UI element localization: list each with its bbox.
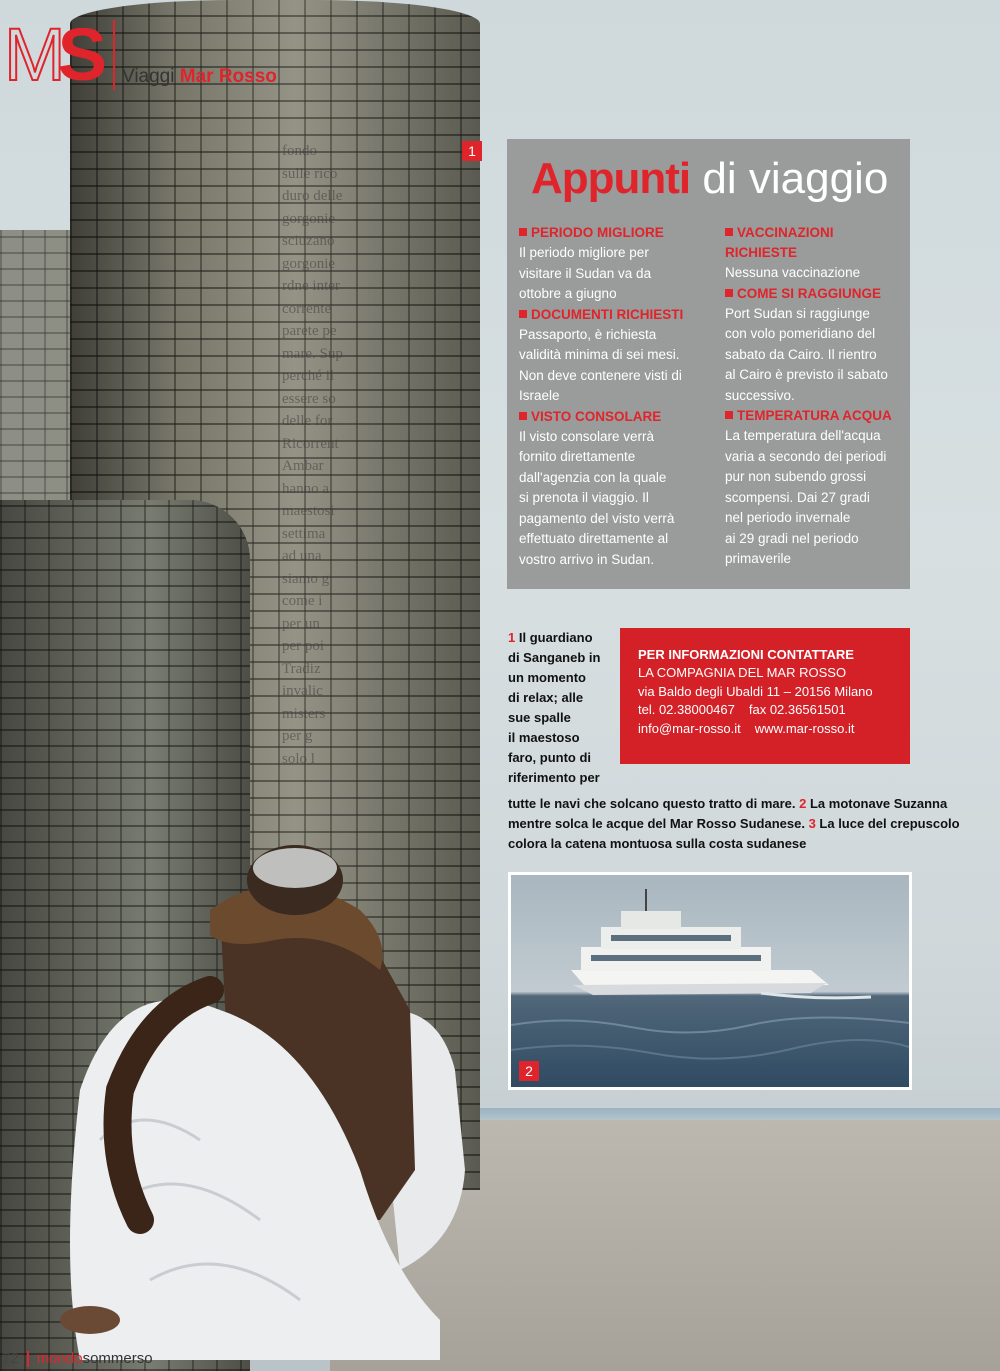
notes-heading: VACCINAZIONI RICHIESTE xyxy=(725,223,905,263)
notes-heading: COME SI RAGGIUNGE xyxy=(725,284,905,304)
contact-address: via Baldo degli Ubaldi 11 – 20156 Milano xyxy=(638,683,873,699)
caption-number: 1 xyxy=(508,630,516,645)
photo-caption-continued xyxy=(508,794,988,854)
notes-text: Port Sudan si raggiunge con volo pomeridiano del sabato da Cairo. Il rientro al Cairo è previsto il sabato successivo. xyxy=(725,305,888,403)
article-line: per un xyxy=(282,615,320,632)
article-line: ad una xyxy=(282,548,322,564)
contact-heading: PER INFORMAZIONI CONTATTARE xyxy=(638,647,854,662)
article-line: Ricorrent xyxy=(282,435,339,452)
article-line: delle for xyxy=(282,413,333,429)
article-line: Ambar xyxy=(282,458,324,474)
section-highlight: Mar Rosso xyxy=(179,66,277,87)
caption-line: di relax; alle xyxy=(508,690,584,705)
caption-text: La luce del crepuscolo xyxy=(815,816,960,831)
caption-number: 3 xyxy=(808,816,816,831)
caption-line: di Sanganeb in xyxy=(508,650,601,665)
article-text-fragment xyxy=(282,140,507,770)
article-line: siamo g xyxy=(282,570,330,587)
article-line: rdne inter xyxy=(282,278,340,294)
article-line: hanno a xyxy=(282,480,330,497)
notes-text: Il periodo migliore per visitare il Sudan va da ottobre a giugno xyxy=(519,245,652,301)
article-line: gorgonie xyxy=(282,255,336,272)
photo-number-2: 2 xyxy=(519,1061,539,1081)
notes-text: Nessuna vaccinazione xyxy=(725,265,861,280)
article-line: invalic xyxy=(282,683,323,699)
article-line: mare. Sup xyxy=(282,345,343,362)
notes-title-accent: Appunti xyxy=(531,154,691,203)
photo-caption xyxy=(508,628,618,788)
article-line: solo l xyxy=(282,750,315,767)
footer-divider xyxy=(27,1351,29,1367)
contact-phone: tel. 02.38000467 xyxy=(638,702,735,717)
notes-right-column xyxy=(725,223,905,570)
notes-text: La temperatura dell'acqua varia a secondo dei periodi pur non subendo grossi scompensi. Dai 27 gradi nel periodo invernale ai 29 gradi nel periodo primaverile xyxy=(725,428,887,566)
caption-line: il maestoso xyxy=(508,730,580,745)
article-line: misters xyxy=(282,705,326,722)
article-line: gorgonie xyxy=(282,210,336,227)
seated-guardian-figure xyxy=(60,840,480,1360)
notes-heading: PERIODO MIGLIORE xyxy=(519,223,715,243)
caption-line: Il guardiano xyxy=(518,630,593,645)
caption-number: 2 xyxy=(799,796,807,811)
travel-notes-box xyxy=(507,139,910,589)
section-prefix: Viaggi xyxy=(122,66,180,87)
magazine-logo xyxy=(4,13,123,96)
caption-text: mentre solca le acque del Mar Rosso Sudanese. xyxy=(508,816,809,831)
caption-text: tutte le navi che solcano questo tratto di mare. xyxy=(508,796,800,811)
article-line: per g xyxy=(282,728,313,744)
magazine-name-part2: sommerso xyxy=(82,1350,153,1367)
section-title xyxy=(122,66,277,88)
article-line: duro delle xyxy=(282,188,343,204)
logo-letter-s: S xyxy=(57,13,108,96)
article-line: Tradiz xyxy=(282,660,321,677)
motor-yacht-image xyxy=(511,875,909,1087)
contact-company: LA COMPAGNIA DEL MAR ROSSO xyxy=(638,665,847,680)
notes-heading: VISTO CONSOLARE xyxy=(519,407,715,427)
notes-left-column xyxy=(519,223,715,570)
notes-title-rest: di viaggio xyxy=(690,154,889,203)
logo-divider xyxy=(113,20,115,90)
caption-line: sue spalle xyxy=(508,710,571,725)
page-footer xyxy=(2,1350,153,1367)
article-line: fondo xyxy=(282,143,317,159)
caption-line: un momento xyxy=(508,670,586,685)
article-line: corrente xyxy=(282,300,332,317)
article-line: perché il xyxy=(282,368,335,384)
article-line: settima xyxy=(282,525,326,542)
caption-line: faro, punto di xyxy=(508,750,592,765)
contact-fax: fax 02.36561501 xyxy=(748,702,846,717)
article-line: parete pe xyxy=(282,323,337,339)
notes-heading: TEMPERATURA ACQUA xyxy=(725,406,905,426)
notes-text: Passaporto, è richiesta validità minima di sei mesi. Non deve contenere visti di Israele xyxy=(519,326,682,403)
article-line: per poi xyxy=(282,638,325,654)
notes-title xyxy=(531,154,896,203)
article-line: sulle rico xyxy=(282,165,338,182)
magazine-name-part1: mondo xyxy=(36,1350,83,1367)
caption-text: La motonave Suzanna xyxy=(806,796,948,811)
notes-heading: DOCUMENTI RICHIESTI xyxy=(519,305,715,325)
page-number: 72 xyxy=(2,1350,19,1367)
logo-letter-m: M xyxy=(4,13,58,96)
article-line: maestosi xyxy=(282,503,335,519)
article-line: essere so xyxy=(282,390,336,407)
article-line: sciuzano xyxy=(282,233,335,249)
caption-text: colora la catena montuosa sulla costa sudanese xyxy=(508,836,807,851)
contact-info-box xyxy=(620,628,910,764)
photo-number-1: 1 xyxy=(462,141,482,161)
caption-line: riferimento per xyxy=(508,770,600,785)
contact-website-link[interactable]: www.mar-rosso.it xyxy=(754,720,855,736)
notes-text: Il visto consolare verrà fornito direttamente dall'agenzia con la quale si prenota il viaggio. Il pagamento del visto verrà effettuato direttamente al vostro arrivo in Sudan. xyxy=(519,428,675,567)
boat-photo xyxy=(508,872,912,1090)
contact-email-link[interactable]: info@mar-rosso.it xyxy=(638,720,741,736)
article-line: come i xyxy=(282,593,323,609)
